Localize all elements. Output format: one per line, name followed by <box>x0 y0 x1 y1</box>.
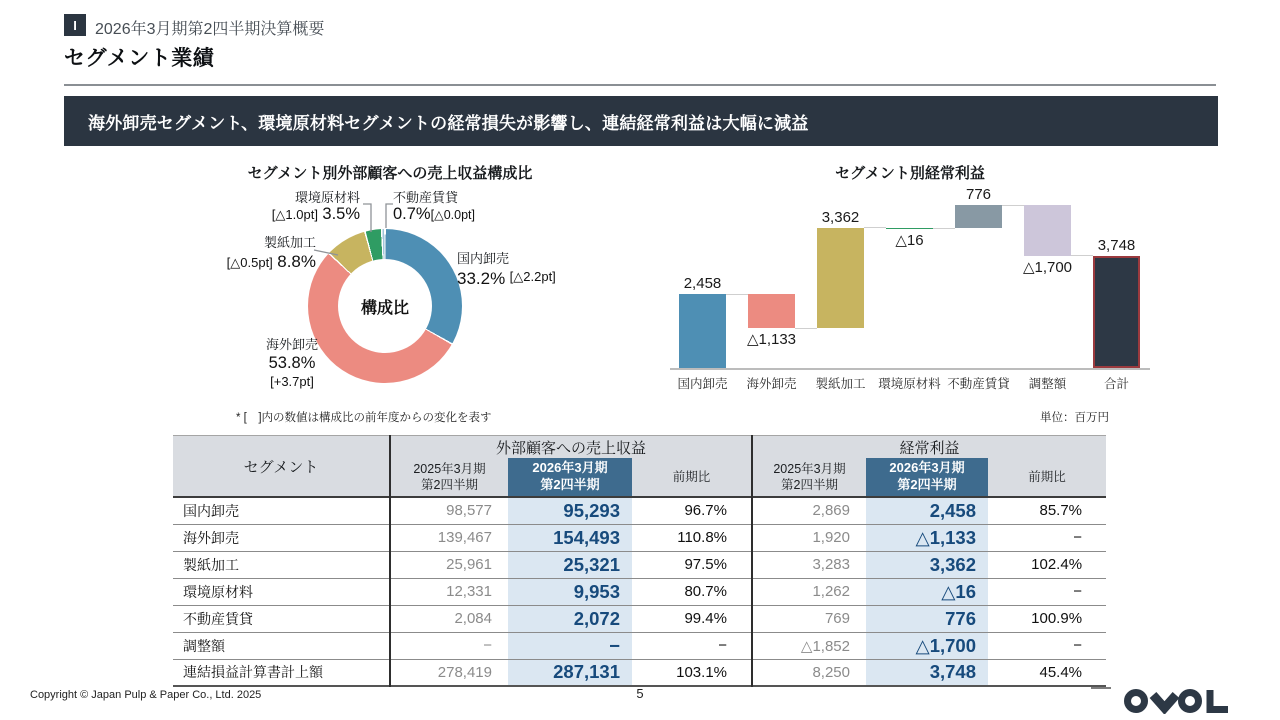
table-cell-value: 85.7% <box>1039 502 1083 520</box>
table-cell-value: 45.4% <box>1039 663 1083 681</box>
waterfall-value-label: △1,133 <box>746 331 797 349</box>
waterfall-bar-製紙加工 <box>817 228 864 329</box>
table-row <box>173 659 1106 686</box>
table-cell-value: 2,869 <box>752 497 866 524</box>
table-cell-value: 25,321 <box>508 551 632 578</box>
table-cell-value: 96.7% <box>684 502 727 520</box>
waterfall-value-label: △1,700 <box>1022 258 1073 276</box>
table-cell-value: 103.1% <box>676 663 727 681</box>
logo-letter-o1 <box>1128 693 1145 710</box>
table-cell-value: 3,362 <box>866 551 988 578</box>
donut-label-environment: 環境原材料 [△1.0pt] 3.5% <box>271 190 360 223</box>
waterfall-category-label: 不動産賃貸 <box>947 377 1010 391</box>
table-cell-value: △16 <box>866 578 988 605</box>
section-number-badge: I <box>64 14 86 36</box>
table-cell-segment: 環境原材料 <box>183 583 253 600</box>
headline-banner <box>64 96 1218 146</box>
page-number: 5 <box>636 686 644 701</box>
unit-note: 単位：百万円 <box>1040 412 1109 424</box>
table-cell-value: 99.4% <box>684 610 727 627</box>
table-cell-value: 110.8% <box>677 529 727 546</box>
table-cell-segment: 不動産賃貸 <box>183 610 253 627</box>
table-cell-value: 2,084 <box>390 605 508 632</box>
table-header-profit-curr: 2026年3月期 第2四半期 <box>866 458 988 497</box>
waterfall-value-label: 2,458 <box>683 275 722 293</box>
waterfall-category-label: 製紙加工 <box>815 377 866 391</box>
waterfall-bar-不動産賃貸 <box>955 205 1002 228</box>
divider-rule <box>64 84 1216 86</box>
chart-footnote: * [ ]内の数値は構成比の前年度からの変化を表す <box>236 412 492 424</box>
waterfall-axis-line <box>670 368 1150 370</box>
waterfall-bar-調整額 <box>1024 205 1071 256</box>
table-row <box>173 578 1106 605</box>
waterfall-category-label: 合計 <box>1103 377 1129 391</box>
waterfall-connector <box>1002 205 1024 206</box>
table-cell-value: 3,748 <box>866 659 988 686</box>
segment-table <box>173 435 1106 687</box>
table-cell-value: 2,458 <box>866 497 988 524</box>
table-cell-value: △1,700 <box>866 632 988 659</box>
table-cell-value: − <box>508 632 632 659</box>
table-cell-value: 102.4% <box>1031 556 1083 573</box>
table-cell-value: △1,852 <box>752 632 866 659</box>
waterfall-category-label: 国内卸売 <box>677 377 728 391</box>
waterfall-bar-国内卸売 <box>679 294 726 368</box>
table-row <box>173 497 1106 524</box>
waterfall-value-label: 3,748 <box>1097 236 1136 254</box>
waterfall-chart <box>660 160 1160 410</box>
segment-results-table <box>173 435 1106 687</box>
table-header-segment: セグメント <box>173 436 390 498</box>
table-cell-segment: 国内卸売 <box>183 502 239 519</box>
table-cell-value: 95,293 <box>508 497 632 524</box>
table-group-profit: 経常利益 <box>752 436 1106 459</box>
logo-accent-line <box>1091 687 1111 689</box>
table-cell-value: 2,072 <box>508 605 632 632</box>
waterfall-connector <box>795 328 817 329</box>
waterfall-connector <box>864 227 886 228</box>
table-cell-value: 98,577 <box>390 497 508 524</box>
table-cell-segment: 製紙加工 <box>183 556 239 573</box>
table-header-profit-prev: 2025年3月期 第2四半期 <box>752 458 866 497</box>
table-cell-value: 154,493 <box>508 524 632 551</box>
waterfall-connector <box>1071 255 1093 256</box>
waterfall-bar-環境原材料 <box>886 228 933 229</box>
table-cell-value: − <box>1073 583 1083 600</box>
footer-copyright: Copyright © Japan Pulp & Paper Co., Ltd. 2025 <box>30 689 262 701</box>
table-cell-value: − <box>1073 529 1083 546</box>
waterfall-connector <box>933 228 955 229</box>
waterfall-value-label: 776 <box>965 186 992 203</box>
logo-letter-l <box>1210 690 1228 710</box>
table-cell-segment: 海外卸売 <box>183 529 239 546</box>
page-title: セグメント業績 <box>64 47 215 70</box>
table-cell-value: − <box>1073 637 1083 654</box>
donut-center-label: 構成比 <box>360 299 409 317</box>
table-cell-value: △1,133 <box>866 524 988 551</box>
waterfall-bar-合計 <box>1093 256 1140 368</box>
table-row <box>173 551 1106 578</box>
waterfall-bar-海外卸売 <box>748 294 795 328</box>
donut-label-overseas: 海外卸売 53.8% [+3.7pt] <box>265 337 318 389</box>
ovol-logo <box>1124 687 1236 714</box>
logo-letter-o2 <box>1182 693 1199 710</box>
waterfall-value-label: 3,362 <box>821 208 860 226</box>
logo-letter-v <box>1153 695 1176 708</box>
donut-label-domestic: 国内卸売 33.2% [△2.2pt] <box>457 251 556 288</box>
table-cell-value: 80.7% <box>684 583 727 600</box>
waterfall-category-label: 海外卸売 <box>746 377 797 391</box>
waterfall-category-label: 調整額 <box>1028 377 1067 391</box>
table-cell-value: 25,961 <box>390 551 508 578</box>
donut-chart-title: セグメント別外部顧客への売上収益構成比 <box>247 165 533 182</box>
table-cell-value: 139,467 <box>390 524 508 551</box>
headline-text: 海外卸売セグメント、環境原材料セグメントの経常損失が影響し、連結経常利益は大幅に減益 <box>88 113 809 133</box>
waterfall-connector <box>726 294 748 295</box>
donut-label-paperprocessing: 製紙加工 [△0.5pt] 8.8% <box>226 235 316 271</box>
donut-label-realestate: 不動産賃貸 0.7%[△0.0pt] <box>393 190 475 223</box>
table-cell-value: 1,262 <box>752 578 866 605</box>
table-cell-value: 278,419 <box>390 659 508 686</box>
table-cell-value: 769 <box>752 605 866 632</box>
table-cell-value: 287,131 <box>508 659 632 686</box>
table-cell-segment: 調整額 <box>183 637 225 654</box>
table-cell-value: − <box>718 637 727 654</box>
table-cell-value: − <box>390 632 508 659</box>
table-cell-value: 8,250 <box>752 659 866 686</box>
table-header-sales-prev: 2025年3月期 第2四半期 <box>390 458 508 497</box>
table-header-profit-yoy: 前期比 <box>988 458 1106 497</box>
waterfall-category-label: 環境原材料 <box>878 377 941 391</box>
table-cell-value: 3,283 <box>752 551 866 578</box>
table-row <box>173 524 1106 551</box>
table-row <box>173 605 1106 632</box>
table-group-sales: 外部顧客への売上収益 <box>390 436 752 459</box>
table-row <box>173 632 1106 659</box>
waterfall-value-label: △16 <box>895 231 924 249</box>
table-header-sales-curr: 2026年3月期 第2四半期 <box>508 458 632 497</box>
table-cell-value: 9,953 <box>508 578 632 605</box>
table-cell-value: 12,331 <box>390 578 508 605</box>
table-cell-value: 776 <box>866 605 988 632</box>
table-cell-value: 1,920 <box>752 524 866 551</box>
donut-chart <box>180 160 600 422</box>
table-cell-value: 97.5% <box>684 556 727 573</box>
waterfall-chart-title: セグメント別経常利益 <box>835 165 985 182</box>
table-header-sales-yoy: 前期比 <box>632 458 752 497</box>
table-cell-segment: 連結損益計算書計上額 <box>183 664 323 681</box>
kicker-text: 2026年3月期第2四半期決算概要 <box>95 21 325 38</box>
table-cell-value: 100.9% <box>1031 610 1083 627</box>
